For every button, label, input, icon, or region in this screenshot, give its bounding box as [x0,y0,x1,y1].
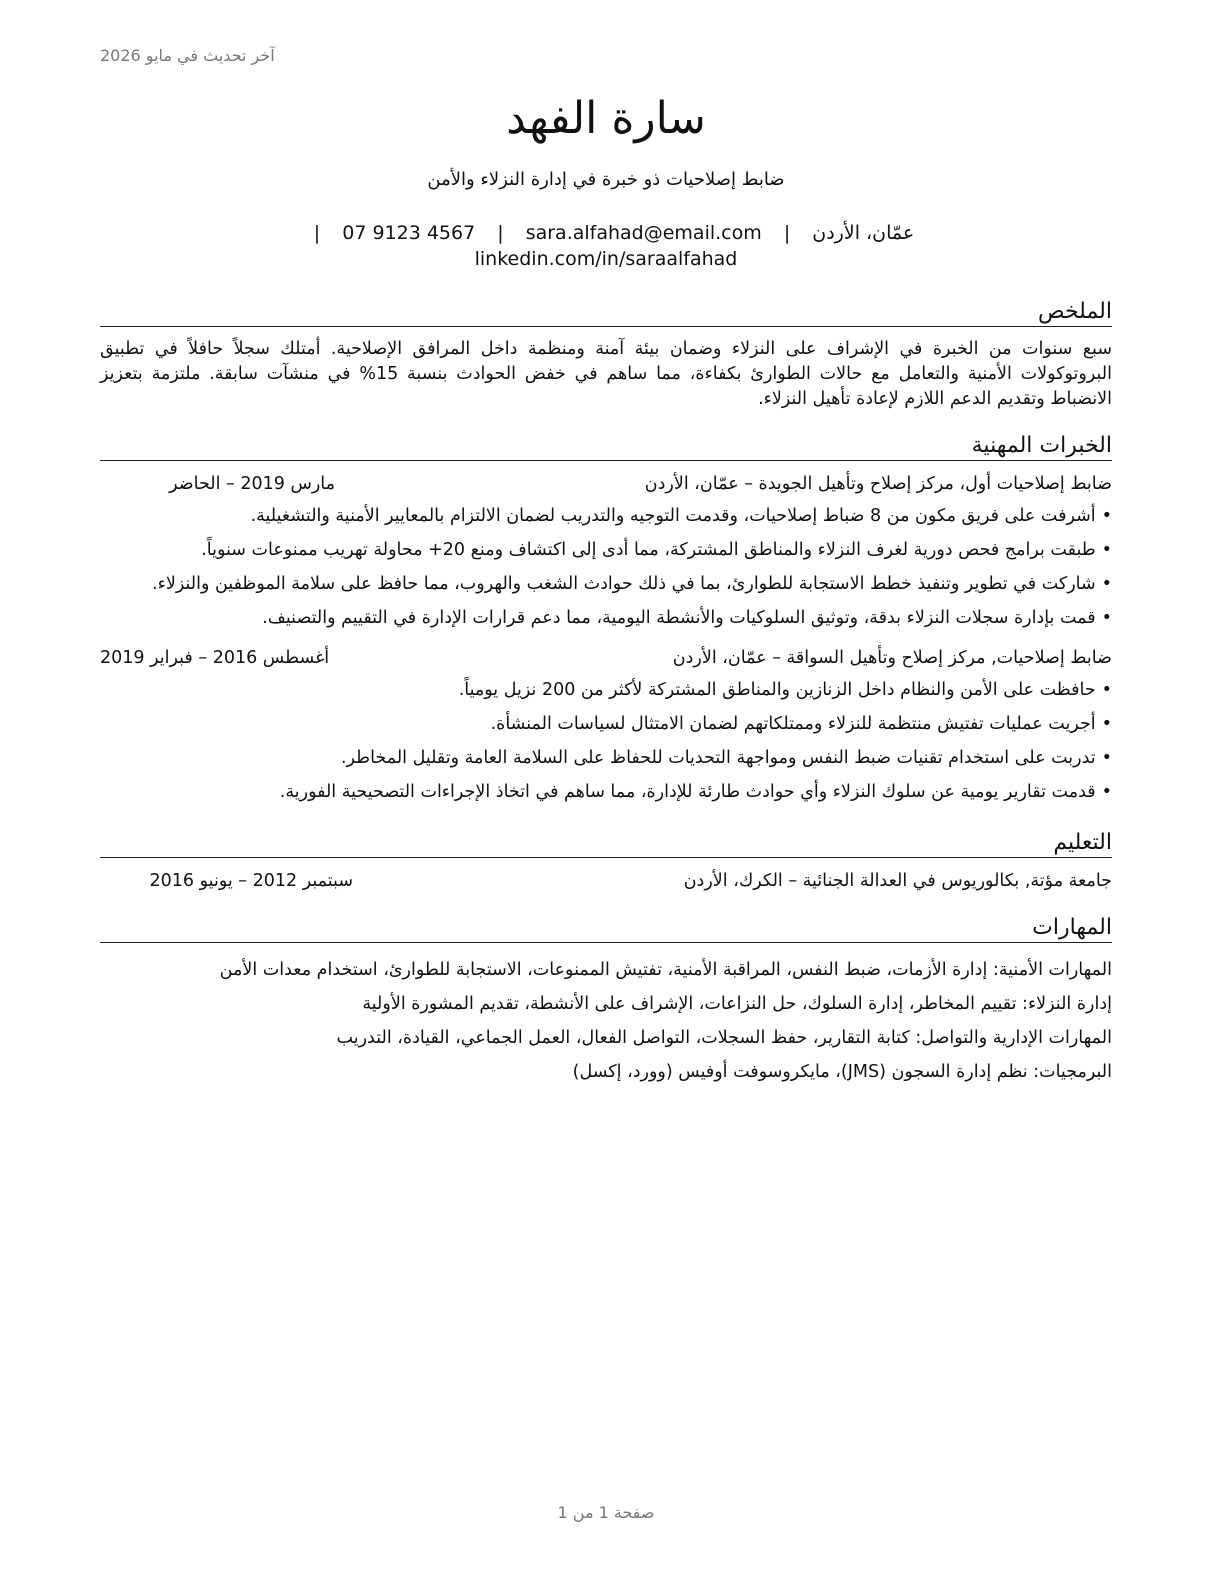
job-dates: مارس 2019 – الحاضر [169,474,335,494]
job-bullet: • أجريت عمليات تفتيش منتظمة للنزلاء وممتلكاتهم لضمان الامتثال لسياسات المنشأة. [100,707,1112,741]
job-header [100,645,1112,671]
education-entry [100,868,1112,894]
last-updated-text: آخر تحديث في مايو 2026 [100,46,275,65]
job-bullets [100,673,1112,809]
contact-email[interactable]: sara.alfahad@email.com [525,222,762,244]
experience-heading: الخبرات المهنية [100,432,1112,461]
contact-location: عمّان، الأردن [812,222,915,244]
candidate-headline: ضابط إصلاحيات ذو خبرة في إدارة النزلاء والأمن [427,169,785,190]
job-title: ضابط إصلاحيات أول، مركز إصلاح وتأهيل الجويدة – عمّان، الأردن [644,474,1112,494]
skills-heading: المهارات [100,914,1112,943]
job-bullets [100,499,1112,635]
resume-document [100,88,1112,1089]
skills-line: المهارات الإدارية والتواصل: كتابة التقارير، حفظ السجلات، التواصل الفعال، العمل الجماعي، القيادة، التدريب [336,1028,1112,1048]
job-entry [100,645,1112,809]
job-dates: أغسطس 2016 – فبراير 2019 [100,648,330,668]
candidate-name: سارة الفهد [506,93,706,144]
spacer [100,635,1112,645]
job-bullet: • قمت بإدارة سجلات النزلاء بدقة، وتوثيق السلوكيات والأنشطة اليومية، مما دعم قرارات الإدارة في التقييم والتصنيف. [100,601,1112,635]
skills-list [100,953,1112,1089]
job-bullet: • طبقت برامج فحص دورية لغرف النزلاء والمناطق المشتركة، مما أدى إلى اكتشاف ومنع 20+ محاولة تهريب ممنوعات سنوياً. [100,533,1112,567]
job-bullet: • حافظت على الأمن والنظام داخل الزنازين والمناطق المشتركة لأكثر من 200 نزيل يومياً. [100,673,1112,707]
skills-line: البرمجيات: نظم إدارة السجون (JMS)، مايكروسوفت أوفيس (وورد، إكسل) [572,1062,1112,1082]
education-dates: سبتمبر 2012 – يونيو 2016 [149,871,353,891]
contact-phone: 07 9123 4567 [342,222,476,244]
job-bullet: • أشرفت على فريق مكون من 8 ضباط إصلاحيات، وقدمت التوجيه والتدريب لضمان الالتزام بالمعايير الأمنية والتشغيلية. [100,499,1112,533]
contact-separator: | [497,222,504,244]
summary-paragraph: سبع سنوات من الخبرة في الإشراف على النزلاء وضمان بيئة آمنة ومنظمة داخل المرافق الإصلاحية. أمتلك سجلاً حافلاً في تطبيق البروتوكولات الأمنية والتعامل مع حالات الطوارئ بكفاءة، مما ساهم في خفض الحوادث بنسبة 15% في منشآت سابقة. ملتزمة بتعزيز الانضباط وتقديم الدعم اللازم لإعادة تأهيل النزلاء. [100,339,1112,409]
page-number: صفحة 1 من 1 [557,1503,655,1522]
job-header [100,471,1112,497]
skills-line: المهارات الأمنية: إدارة الأزمات، ضبط النفس، المراقبة الأمنية، تفتيش الممنوعات، الاستجابة للطوارئ، استخدام معدات الأمن [219,960,1112,980]
education-heading: التعليم [100,829,1112,858]
job-title: ضابط إصلاحيات, مركز إصلاح وتأهيل السواقة – عمّان، الأردن [672,648,1112,668]
job-bullet: • قدمت تقارير يومية عن سلوك النزلاء وأي حوادث طارئة للإدارة، مما ساهم في اتخاذ الإجراءات التصحيحية الفورية. [100,775,1112,809]
skills-line: إدارة النزلاء: تقييم المخاطر، إدارة السلوك، حل النزاعات، الإشراف على الأنشطة، تقديم المشورة الأولية [362,994,1112,1014]
contact-separator: | [313,222,321,244]
job-entry [100,471,1112,635]
contact-linkedin[interactable]: linkedin.com/in/saraalfahad [474,248,738,270]
job-bullet: • شاركت في تطوير وتنفيذ خطط الاستجابة للطوارئ، بما في ذلك حوادث الشغب والهروب، مما حافظ على سلامة الموظفين والنزلاء. [100,567,1112,601]
summary-heading: الملخص [100,298,1112,327]
contact-separator: | [783,222,791,244]
contact-line [100,220,1112,272]
education-degree: جامعة مؤتة, بكالوريوس في العدالة الجنائية – الكرك، الأردن [683,871,1112,891]
job-bullet: • تدربت على استخدام تقنيات ضبط النفس ومواجهة التحديات للحفاظ على السلامة العامة وتقليل المخاطر. [100,741,1112,775]
